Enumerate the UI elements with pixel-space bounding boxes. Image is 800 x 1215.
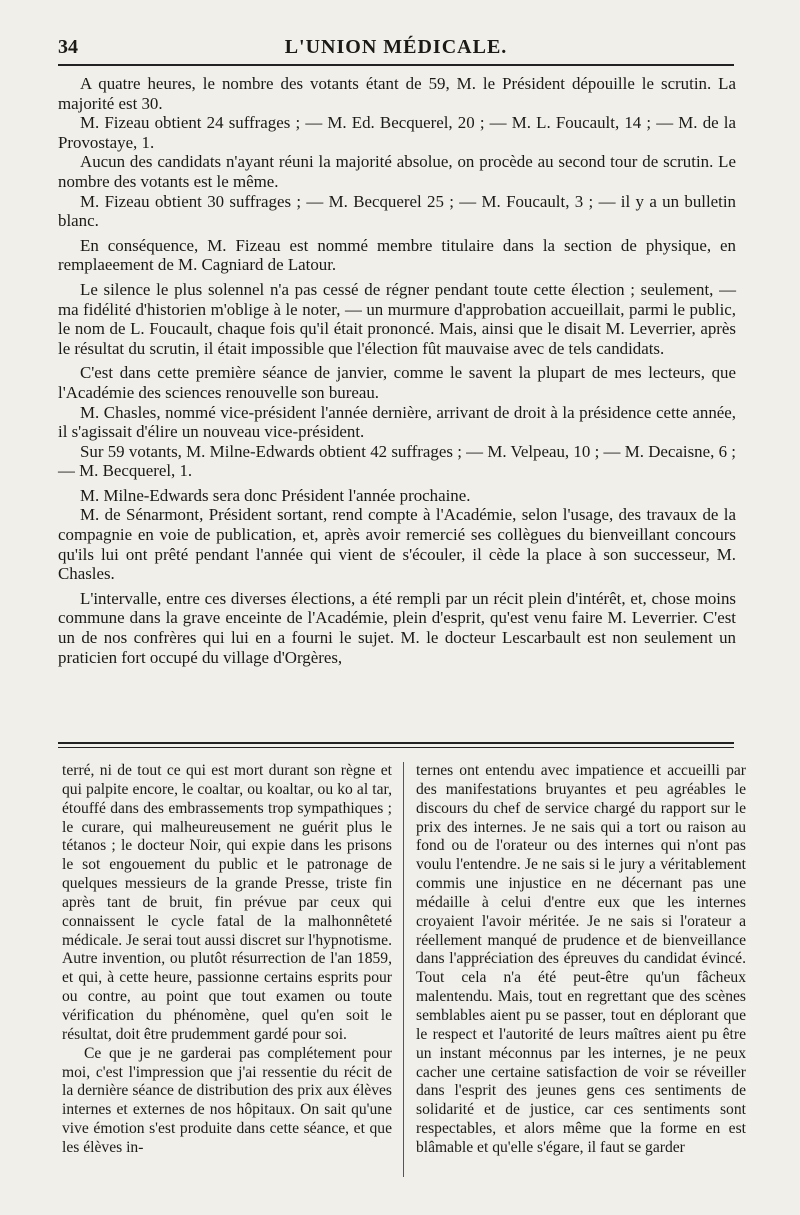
section-divider	[58, 742, 734, 748]
column-divider	[403, 762, 404, 1177]
paragraph: Ce que je ne garderai pas complétement pour moi, c'est l'impression que j'ai ressentie du récit de la dernière séance de distribution des prix aux élèves internes et externes de nos hôpitaux. On sait qu'une vive émotion s'est produite dans cette séance, et que les élèves in-	[62, 1044, 392, 1156]
paragraph: Sur 59 votants, M. Milne-Edwards obtient 42 suffrages ; — M. Velpeau, 10 ; — M. Decaisne, 6 ; — M. Becquerel, 1.	[58, 441, 736, 481]
main-article	[58, 74, 736, 667]
paragraph: Le silence le plus solennel n'a pas cessé de régner pendant toute cette élection ; seulement, — ma fidélité d'historien m'oblige à le noter, — un murmure d'approbation accueillait, parmi le public, le nom de L. Foucault, chaque fois qu'il était prononcé. Mais, ainsi que le disait M. Leverrier, après le résultat du scrutin, il était impossible que l'élection fût mauvaise avec de tels candidats.	[58, 279, 736, 358]
paragraph: C'est dans cette première séance de janvier, comme le savent la plupart de mes lecteurs, que l'Académie des sciences renouvelle son bureau.	[58, 363, 736, 402]
feuilleton-left-column	[62, 762, 392, 1158]
paragraph: L'intervalle, entre ces diverses élections, a été rempli par un récit plein d'intérêt, et, chose moins commune dans la grave enceinte de l'Académie, plein d'esprit, qu'est venu faire M. Leverrier. C'est un de nos confrères qui lui en a fourni le sujet. M. le docteur Lescarbault est non seulement un praticien fort occupé du village d'Orgères,	[58, 588, 736, 667]
paragraph: M. Milne-Edwards sera donc Président l'année prochaine.	[80, 485, 471, 505]
paragraph: M. Fizeau obtient 24 suffrages ; — M. Ed. Becquerel, 20 ; — M. L. Foucault, 14 ; — M. de la Provostaye, 1.	[58, 113, 736, 152]
header-rule	[58, 64, 734, 66]
paragraph: A quatre heures, le nombre des votants étant de 59, M. le Président dépouille le scrutin. La majorité est 30.	[58, 74, 736, 113]
paragraph: terré, ni de tout ce qui est mort durant son règne et qui palpite encore, le coaltar, ou koaltar, ou ko al tar, étouffé dans des embrassements trop sympathiques ; le curare, qui malheureusement ne guérit plus le tétanos ; le docteur Noir, qui expie dans les prisons le sot engouement du public et le patronage de quelques messieurs de la grande Presse, triste fin après tant de bruit, fin prévue par ceux qui connaissent le cycle fatal de la malhonnêteté médicale. Je serai tout aussi discret sur l'hypnotisme. Autre invention, ou plutôt résurrection de l'an 1859, et qui, à cette heure, passionne certains esprits pour ou contre, au point que tout examen ou toute vérification du phénomène, quel qu'en soit le résultat, doit être prudemment gardé pour soi.	[62, 762, 392, 1043]
paragraph: M. Chasles, nommé vice-président l'année dernière, arrivant de droit à la présidence cette année, il s'agissait d'élire un nouveau vice-président.	[58, 402, 736, 442]
page-number: 34	[58, 36, 78, 58]
paragraph: En conséquence, M. Fizeau est nommé membre titulaire dans la section de physique, en remplaeement de M. Cagniard de Latour.	[58, 235, 736, 275]
paragraph: M. Fizeau obtient 30 suffrages ; — M. Becquerel 25 ; — M. Foucault, 3 ; — il y a un bulletin blanc.	[58, 191, 736, 231]
paragraph: ternes ont entendu avec impatience et accueilli par des manifestations bruyantes et peu agréables le discours du chef de service chargé du rapport sur le prix des internes. Je ne sais qui a tort ou raison au fond ou de l'orateur ou des internes qui n'ont pas voulu l'entendre. Je ne sais si le jury a véritablement commis une injustice en ne décernant pas une médaille à celui d'entre eux que les internes croyaient l'avoir méritée. Je ne sais si l'orateur a réellement manqué de prudence et de bienveillance dans l'appréciation des épreuves du candidat évincé. Tout cela n'a été peut-être qu'un fâcheux malentendu. Mais, tout en regrettant que des scènes semblables aient pu se passer, tout en déplorant que le respect et l'autorité de leurs maîtres aient pu être un instant méconnus par les internes, je ne peux cacher une certaine satisfaction de voir se réveiller dans l'esprit des jeunes gens ces sentiments de solidarité et de justice, car ces sentiments sont respectables, et alors même que la forme en est blâmable et qu'elle s'égare, il faut se garder	[416, 762, 746, 1156]
paragraph: Aucun des candidats n'ayant réuni la majorité absolue, on procède au second tour de scrutin. Le nombre des votants est le même.	[58, 152, 736, 191]
feuilleton-right-column	[416, 762, 746, 1158]
journal-title: L'UNION MÉDICALE.	[284, 36, 508, 58]
page-header	[58, 36, 734, 60]
paragraph: M. de Sénarmont, Président sortant, rend compte à l'Académie, selon l'usage, des travaux de la compagnie en voie de publication, et, après avoir remercié ses collègues du bienveillant concours qu'ils lui ont prêté pendant l'année qui vient de s'écouler, il cède la place à son successeur, M. Chasles.	[58, 505, 736, 584]
